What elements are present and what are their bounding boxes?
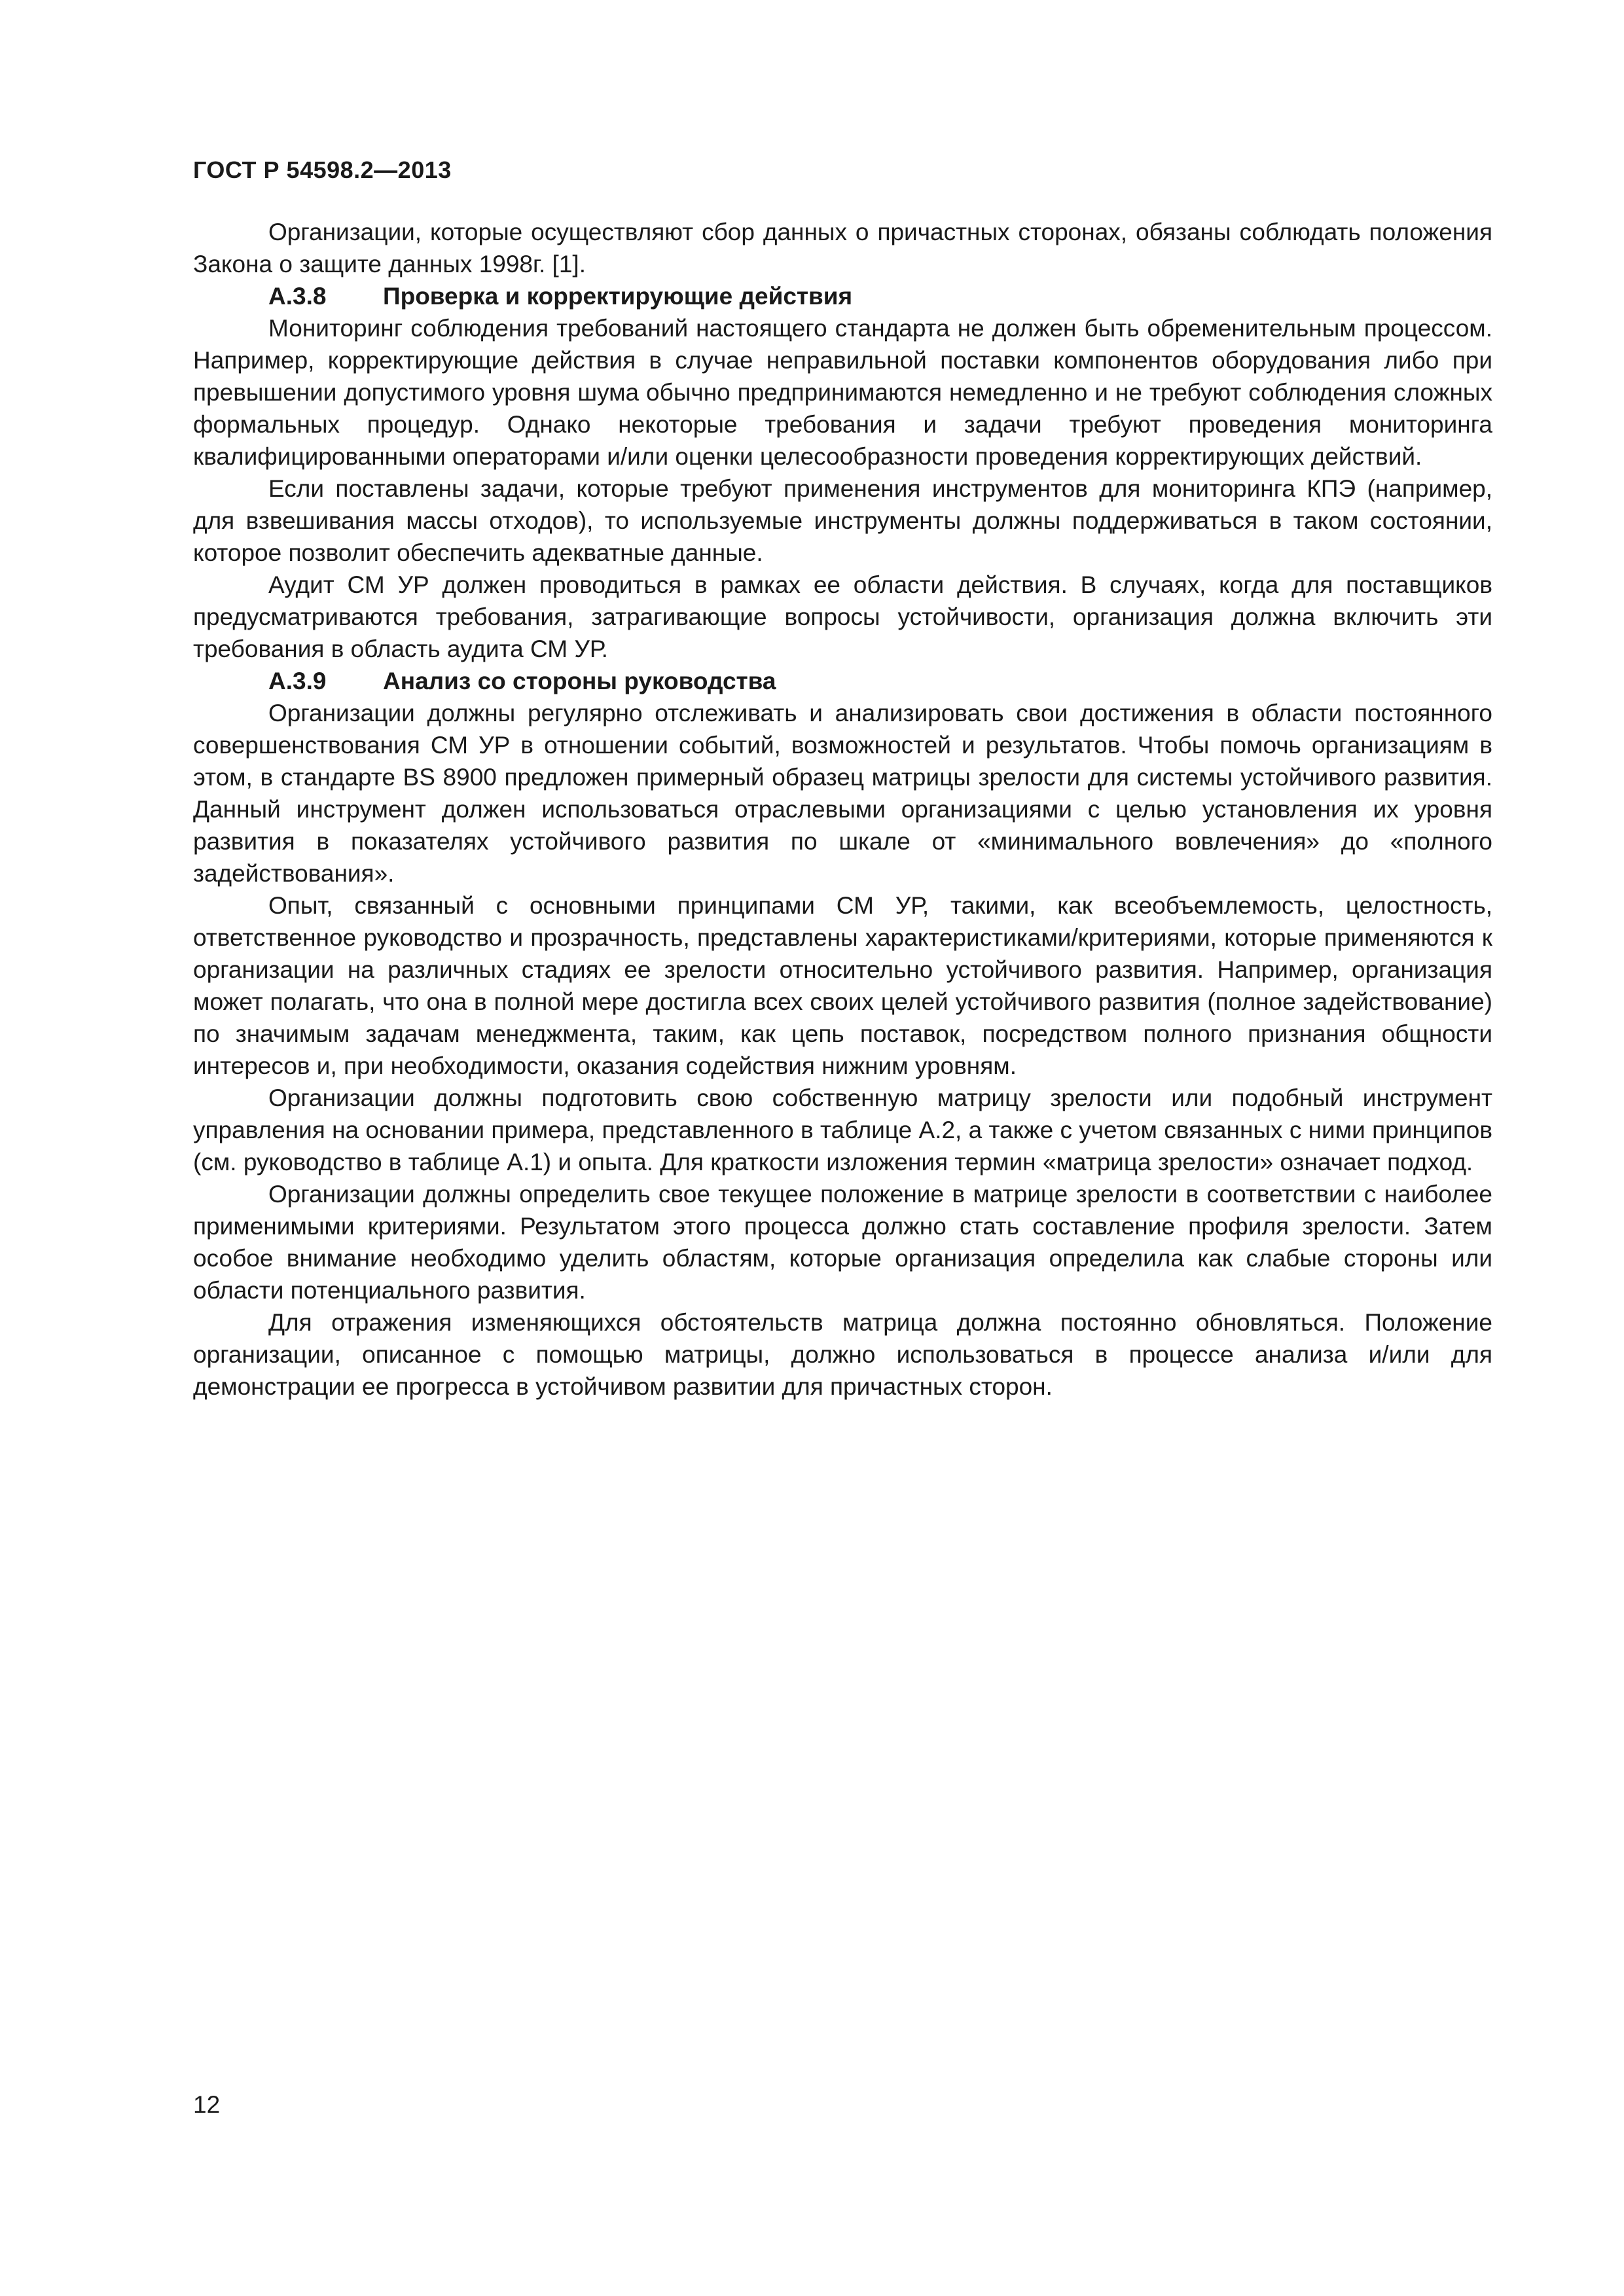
document-id-header: ГОСТ Р 54598.2—2013: [193, 156, 452, 183]
paragraph-prepare-matrix: Организации должны подготовить свою собственную матрицу зрелости или подобный инструмент управления на основании примера, представленного в таблице А.2, а также с учетом связанных с ними принципов (см. руководство в таблице А.1) и опыта. Для краткости изложения термин «матрица зрелости» означает подход.: [193, 1085, 1492, 1175]
paragraph-instruments: Если поставлены задачи, которые требуют применения инструментов для мониторинга КПЭ (например, для взвешивания массы отходов), то используемые инструменты должны поддерживаться в таком состоянии, которое позволит обеспечить адекватные данные.: [193, 475, 1492, 566]
section-title: Проверка и корректирующие действия: [383, 283, 853, 310]
section-heading-a38: [193, 280, 1492, 312]
paragraph-current-position: Организации должны определить свое текущее положение в матрице зрелости в соответствии с наиболее применимыми критериями. Результатом этого процесса должно стать составление профиля зрелости. Затем особое внимание необходимо уделить областям, которые организация определила как слабые стороны или области потенциального развития.: [193, 1181, 1492, 1304]
section-number: А.3.8: [268, 283, 327, 310]
paragraph-experience: Опыт, связанный с основными принципами СМ УР, такими, как всеобъемлемость, целостность, ответственное руководство и прозрачность, представлены характеристиками/критериями, которые применяются к организации на различных стадиях ее зрелости относительно устойчивого развития. Например, организация может полагать, что она в полной мере достигла всех своих целей устойчивого развития (полное задействование) по значимым задачам менеджмента, таким, как цепь поставок, посредством полного признания общности интересов и, при необходимости, оказания содействия нижним уровням.: [193, 892, 1492, 1079]
document-body: [193, 216, 1492, 1403]
paragraph-maturity-matrix: Организации должны регулярно отслеживать и анализировать свои достижения в области постоянного совершенствования СМ УР в отношении событий, возможностей и результатов. Чтобы помочь организациям в этом, в стандарте BS 8900 предложен примерный образец матрицы зрелости для системы устойчивого развития. Данный инструмент должен использоваться отраслевыми организациями с целью установления их уровня развития в показателях устойчивого развития по шкале от «минимального вовлечения» до «полного задействования».: [193, 700, 1492, 887]
section-heading-a39: [193, 665, 1492, 697]
section-title: Анализ со стороны руководства: [383, 668, 776, 694]
section-number: А.3.9: [268, 668, 327, 694]
paragraph-monitoring: Мониторинг соблюдения требований настоящего стандарта не должен быть обременительным процессом. Например, корректирующие действия в случае неправильной поставки компонентов оборудования либо при превышении допустимого уровня шума обычно предпринимаются немедленно и не требуют соблюдения сложных формальных процедур. Однако некоторые требования и задачи требуют проведения мониторинга квалифицированными операторами и/или оценки целесообразности проведения корректирующих действий.: [193, 315, 1492, 470]
page-number: 12: [193, 2091, 221, 2118]
paragraph-data-protection: Организации, которые осуществляют сбор данных о причастных сторонах, обязаны соблюдать положения Закона о защите данных 1998г. [1].: [193, 219, 1492, 278]
paragraph-audit: Аудит СМ УР должен проводиться в рамках ее области действия. В случаях, когда для поставщиков предусматриваются требования, затрагивающие вопросы устойчивости, организация должна включить эти требования в область аудита СМ УР.: [193, 571, 1492, 662]
paragraph-update-matrix: Для отражения изменяющихся обстоятельств матрица должна постоянно обновляться. Положение организации, описанное с помощью матрицы, должно использоваться в процессе анализа и/или для демонстрации ее прогресса в устойчивом развитии для причастных сторон.: [193, 1309, 1492, 1400]
